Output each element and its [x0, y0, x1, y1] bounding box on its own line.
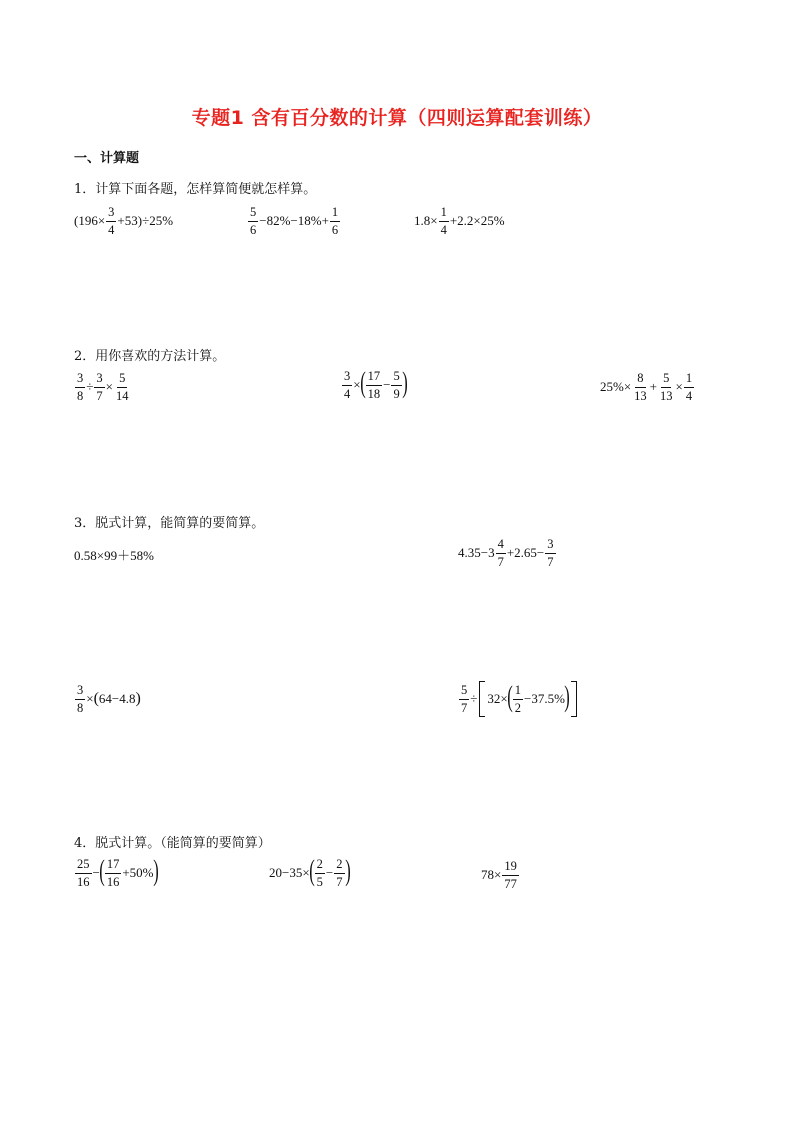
denominator: 6	[331, 222, 339, 237]
expr-text: 4.35−3	[458, 545, 495, 560]
denominator: 4	[685, 388, 693, 403]
operator: ×	[105, 379, 113, 394]
denominator: 16	[77, 874, 90, 889]
denominator: 4	[108, 222, 115, 237]
q4-expression-3	[481, 860, 520, 890]
fraction	[513, 684, 523, 714]
expr-text: +2.2×25%	[449, 213, 505, 228]
numerator: 2	[334, 858, 344, 874]
right-paren: )	[564, 680, 570, 713]
right-bracket	[571, 681, 577, 717]
fraction	[75, 372, 85, 402]
fraction	[75, 684, 85, 714]
fraction	[248, 206, 258, 236]
numerator: 3	[545, 538, 555, 554]
right-paren: )	[152, 854, 159, 887]
fraction	[94, 372, 104, 402]
left-paren: (	[99, 854, 105, 887]
numerator: 4	[496, 538, 506, 554]
right-paren: )	[344, 854, 351, 887]
q3-expression-2	[458, 538, 557, 568]
fraction	[632, 372, 649, 402]
denominator: 8	[77, 388, 84, 403]
operator: ×	[353, 377, 361, 392]
numerator: 5	[248, 206, 258, 222]
question-2-title: 2．用你喜欢的方法计算。	[74, 349, 226, 364]
left-paren: (	[359, 366, 366, 399]
numerator: 19	[502, 860, 519, 876]
denominator: 4	[440, 222, 447, 237]
left-bracket	[479, 681, 485, 717]
fraction	[315, 858, 325, 888]
fraction	[105, 858, 122, 888]
q2-expression-3	[600, 372, 695, 402]
operator: −	[325, 865, 334, 880]
fraction	[658, 372, 675, 402]
fraction	[342, 370, 352, 400]
expr-text: 32×	[487, 691, 508, 706]
numerator: 8	[635, 372, 645, 388]
question-4-title: 4．脱式计算。（能简算的要简算）	[74, 836, 271, 851]
numerator: 5	[459, 684, 469, 700]
question-3-title: 3．脱式计算，能简算的要简算。	[74, 516, 265, 531]
right-paren: )	[135, 690, 141, 707]
q1-expression-1	[74, 206, 173, 236]
fraction	[366, 370, 383, 400]
expr-text: 0.58×99＋58%	[74, 548, 154, 563]
denominator: 4	[344, 386, 351, 401]
numerator: 1	[684, 372, 694, 388]
denominator: 7	[336, 874, 343, 889]
denominator: 2	[514, 700, 521, 715]
operator: +	[649, 379, 658, 394]
question-1-title: 1．计算下面各题，怎样算简便就怎样算。	[74, 182, 317, 197]
left-paren: (	[93, 690, 99, 707]
expr-text: −37.5%	[523, 691, 565, 706]
operator: −	[383, 377, 391, 392]
fraction	[106, 206, 116, 236]
operator: ×	[675, 379, 683, 394]
q4-expression-2	[269, 854, 351, 889]
numerator: 17	[105, 858, 122, 874]
expr-text: −82%−18%+	[259, 213, 329, 228]
numerator: 5	[117, 372, 127, 388]
operator: ÷	[86, 379, 94, 394]
denominator: 13	[660, 388, 673, 403]
q3-expression-3	[74, 684, 141, 714]
expr-text: 64−4.8	[98, 691, 136, 706]
denominator: 14	[115, 388, 129, 403]
operator: ×	[86, 691, 94, 706]
page-title: 专题1 含有百分数的计算（四则运算配套训练）	[191, 107, 603, 129]
fraction	[502, 860, 519, 890]
denominator: 7	[497, 554, 504, 569]
q1-expression-3	[414, 206, 505, 236]
denominator: 18	[367, 386, 381, 401]
expr-text: +50%	[122, 865, 154, 880]
numerator: 3	[75, 684, 85, 700]
q2-expression-1	[74, 372, 131, 402]
fraction	[114, 372, 131, 402]
q3-expression-1	[74, 545, 154, 564]
q3-expression-4	[458, 681, 579, 717]
operator: ÷	[470, 691, 478, 706]
numerator: 3	[106, 206, 116, 222]
fraction	[459, 684, 469, 714]
numerator: 5	[661, 372, 671, 388]
denominator: 7	[547, 554, 554, 569]
numerator: 25	[75, 858, 92, 874]
denominator: 16	[106, 874, 120, 889]
left-paren: (	[308, 854, 315, 887]
fraction	[439, 206, 449, 236]
numerator: 1	[330, 206, 340, 222]
operator: −	[92, 865, 100, 880]
denominator: 77	[504, 876, 517, 891]
expr-text: 1.8×	[414, 213, 438, 228]
denominator: 7	[96, 388, 103, 403]
q1-expression-2	[247, 206, 341, 236]
expr-text: 78×	[481, 867, 502, 882]
fraction	[684, 372, 694, 402]
expr-text: (196×	[74, 213, 106, 228]
right-paren: )	[401, 366, 408, 399]
fraction	[75, 858, 92, 888]
denominator: 7	[461, 700, 468, 715]
numerator: 3	[94, 372, 104, 388]
numerator: 5	[391, 370, 401, 386]
numerator: 1	[513, 684, 523, 700]
numerator: 3	[342, 370, 352, 386]
denominator: 13	[634, 388, 647, 403]
numerator: 17	[366, 370, 383, 386]
numerator: 2	[315, 858, 325, 874]
fraction	[545, 538, 555, 568]
expr-text: +2.65−	[506, 545, 545, 560]
numerator: 1	[439, 206, 449, 222]
q4-expression-1	[74, 854, 159, 889]
denominator: 5	[316, 874, 323, 889]
fraction	[496, 538, 506, 568]
fraction	[330, 206, 340, 236]
expr-text: 20−35×	[269, 865, 310, 880]
denominator: 8	[77, 700, 84, 715]
q2-expression-2	[341, 366, 408, 401]
denominator: 6	[250, 222, 257, 237]
expr-text: 25%×	[600, 379, 632, 394]
fraction	[391, 370, 401, 400]
section-heading: 一、计算题	[74, 151, 140, 166]
expr-text: +53)÷25%	[117, 213, 174, 228]
numerator: 3	[75, 372, 85, 388]
fraction	[334, 858, 344, 888]
denominator: 9	[393, 386, 400, 401]
left-paren: (	[506, 680, 513, 713]
